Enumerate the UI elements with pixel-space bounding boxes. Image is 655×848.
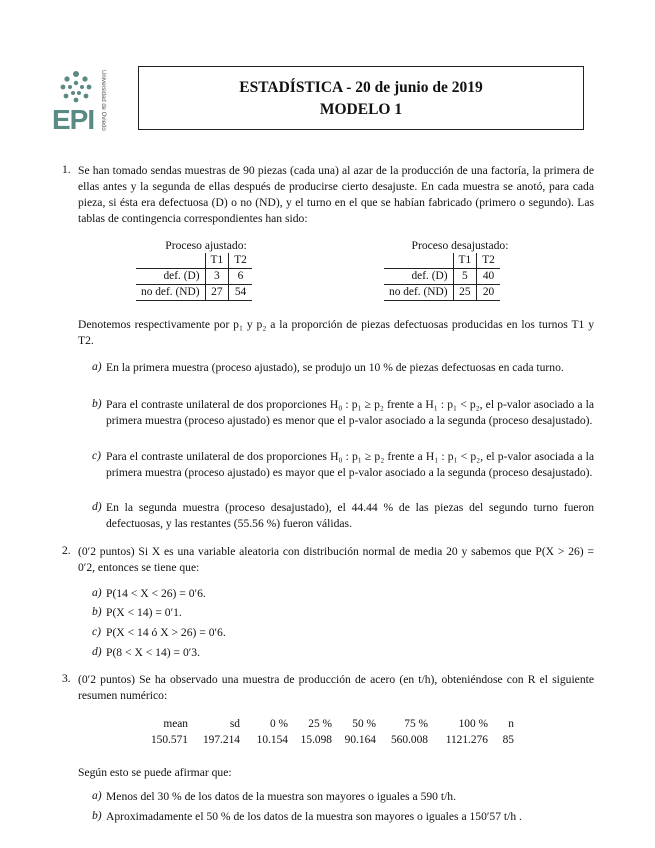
summary-header: 100 % <box>458 718 488 730</box>
option-text: Menos del 30 % de los datos de la muestra son mayores o iguales a 590 t/h. <box>106 790 456 803</box>
summary-value: 85 <box>502 734 514 746</box>
option-text: En la segunda muestra (proceso desajustado), el 44.44 % de las piezas del segundo turno fueron defectuosas, y las restantes (55.56 %) fueron válidas. <box>106 501 594 530</box>
university-logo <box>52 68 116 138</box>
question-2-intro: (0′2 puntos) Si X es una variable aleatoria con distribución normal de media 20 y sabemos que P(X > 26) = 0′2, entonces se tiene que: <box>78 545 594 574</box>
exam-title: ESTADÍSTICA - 20 de junio de 2019 <box>239 79 483 96</box>
question-3-intro: (0′2 puntos) Se ha observado una muestra de producción de acero (en t/h), obteniéndose con R el siguiente resumen numérico: <box>78 673 594 702</box>
question-1-intro: Se han tomado sendas muestras de 90 piezas (cada una) al azar de la producción de una factoría, la primera de ellas antes y la segunda de ellas después de producirse cierto desajuste. En cada muestra se anotó, para cada pieza, si ésta era defectuosa (D) o no (ND), y el turno en el que se habían fabricado (primero o segundo). Las tablas de contingencia correspondientes han sido: <box>78 164 594 225</box>
table-row-label: def. (D) <box>163 270 200 282</box>
exam-model: MODELO 1 <box>319 101 403 118</box>
table-row-label: no def. (ND) <box>389 286 448 298</box>
summary-value: 90.164 <box>344 734 376 746</box>
summary-header: 50 % <box>352 718 376 730</box>
option-text: P(8 < X < 14) = 0′3. <box>106 646 200 659</box>
question-number: 3. <box>62 672 71 685</box>
institution-name: Universidad de Oviedo <box>100 70 106 131</box>
table-header: T1 <box>205 253 229 269</box>
option-text: Para el contraste unilateral de dos proporciones H₀ : p₁ ≥ p₂ frente a H₁ : p₁ < p₂, el p-valor asociada a la primera muestra (proceso ajustado) es mayor que el p-valor asociado a la segunda (proceso desajustado). <box>106 450 594 479</box>
table-cell: 3 <box>205 269 229 285</box>
question-number: 2. <box>62 544 71 557</box>
option-label: a) <box>92 586 102 599</box>
summary-value: 10.154 <box>256 734 288 746</box>
question-number: 1. <box>62 163 71 176</box>
table-header: T1 <box>453 253 477 269</box>
option-label: c) <box>92 625 102 638</box>
table-caption: Proceso ajustado: <box>165 239 247 252</box>
option-label: b) <box>92 809 102 822</box>
question-1-denote: Denotemos respectivamente por p₁ y p₂ a la proporción de piezas defectuosas producidas en los turnos T1 y T2. <box>78 318 594 347</box>
summary-value: 560.008 <box>390 734 428 746</box>
exam-title-box <box>138 66 584 130</box>
summary-header: mean <box>163 718 188 730</box>
table-cell: 25 <box>453 285 477 301</box>
table-cell: 54 <box>229 285 252 301</box>
option-text: Aproximadamente el 50 % de los datos de la muestra son mayores o iguales a 150′57 t/h . <box>106 810 522 823</box>
table-row-label: def. (D) <box>411 270 448 282</box>
option-label: d) <box>92 645 102 658</box>
question-3-after: Según esto se puede afirmar que: <box>78 766 232 779</box>
option-label: a) <box>92 789 102 802</box>
summary-header: sd <box>229 718 240 730</box>
summary-header: 75 % <box>404 718 428 730</box>
summary-header: 0 % <box>269 718 288 730</box>
option-label: d) <box>92 500 102 513</box>
summary-header: 25 % <box>308 718 332 730</box>
summary-value: 197.214 <box>202 734 240 746</box>
summary-header: n <box>508 718 514 730</box>
table-header: T2 <box>229 253 252 269</box>
table-header: T2 <box>477 253 500 269</box>
table-cell: 40 <box>477 269 500 285</box>
option-text: P(14 < X < 26) = 0′6. <box>106 587 206 600</box>
contingency-table-adjusted <box>136 238 276 301</box>
table-cell: 5 <box>453 269 477 285</box>
option-text: P(X < 14 ó X > 26) = 0′6. <box>106 626 226 639</box>
option-text: P(X < 14) = 0′1. <box>106 606 182 619</box>
option-label: b) <box>92 397 102 410</box>
option-label: b) <box>92 605 102 618</box>
university-seal-icon <box>58 68 94 104</box>
table-cell: 20 <box>477 285 500 301</box>
option-text: En la primera muestra (proceso ajustado), se produjo un 10 % de piezas defectuosas en cada turno. <box>106 361 564 374</box>
option-label: c) <box>92 449 102 462</box>
contingency-table-misadjusted <box>384 238 530 301</box>
table-cell: 6 <box>229 269 252 285</box>
summary-value: 1121.276 <box>445 734 488 746</box>
option-label: a) <box>92 360 102 373</box>
summary-value: 15.098 <box>300 734 332 746</box>
logo-epi-text: EPI <box>52 104 95 135</box>
table-row-label: no def. (ND) <box>141 286 200 298</box>
summary-value: 150.571 <box>150 734 188 746</box>
table-cell: 27 <box>205 285 229 301</box>
table-caption: Proceso desajustado: <box>411 239 509 252</box>
summary-table <box>146 716 514 748</box>
option-text: Para el contraste unilateral de dos proporciones H₀ : p₁ ≥ p₂ frente a H₁ : p₁ < p₂, el p-valor asociado a la primera muestra (proceso ajustado) es menor que el p-valor asociado a la segunda (proceso desajustado). <box>106 398 594 427</box>
